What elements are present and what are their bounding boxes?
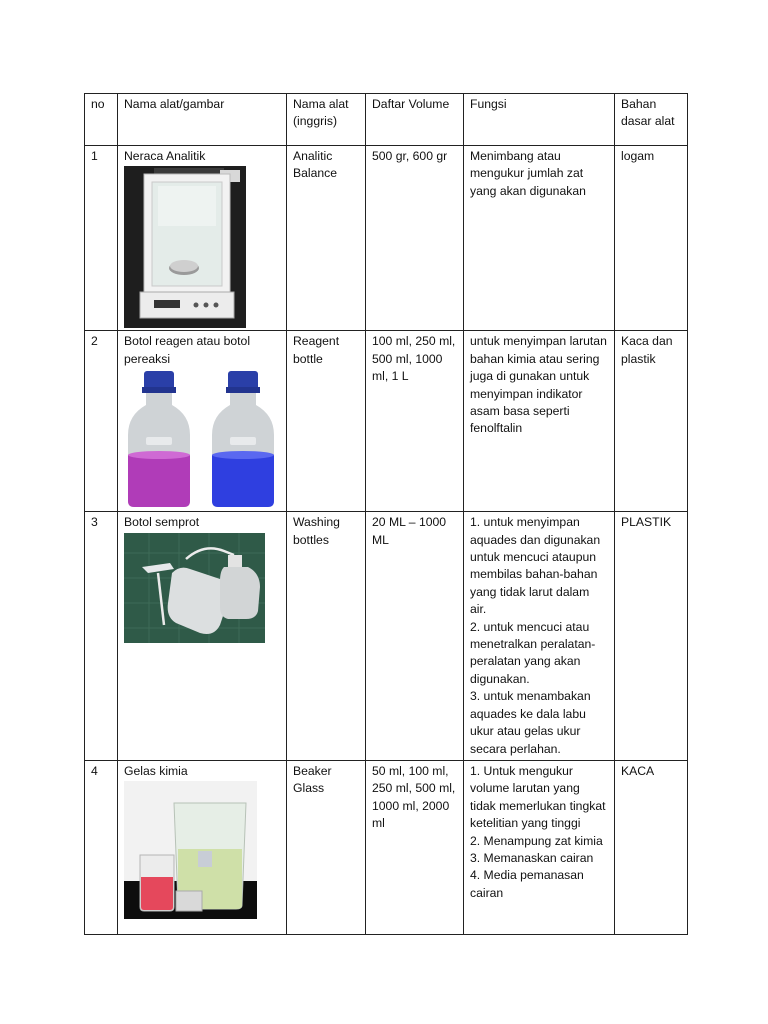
row-bahan: logam [615, 146, 688, 331]
table-row [85, 146, 688, 331]
row-english: Washing bottles [287, 512, 366, 761]
row-name: Botol semprot [124, 515, 200, 530]
row-no: 3 [85, 512, 118, 761]
analytical-balance-photo [124, 166, 246, 328]
header-row [85, 94, 688, 146]
fungsi-item: 1. Untuk mengukur volume larutan yang tidak memerlukan tingkat ketelitian yang tinggi [470, 763, 606, 831]
row-name-cell [118, 512, 287, 761]
row-volume: 100 ml, 250 ml, 500 ml, 1000 ml, 1 L [366, 331, 464, 512]
row-fungsi: Menimbang atau mengukur jumlah zat yang akan digunakan [464, 146, 615, 331]
row-name-cell [118, 331, 287, 512]
reagent-bottles-photo [124, 369, 286, 509]
row-english: Analitic Balance [287, 146, 366, 331]
washing-bottles-photo [124, 533, 265, 643]
row-english: Beaker Glass [287, 760, 366, 934]
table-row [85, 512, 688, 761]
row-name: Gelas kimia [124, 763, 188, 778]
fungsi-item: 3. Memanaskan cairan [470, 850, 594, 865]
row-name: Neraca Analitik [124, 149, 206, 163]
row-no: 1 [85, 146, 118, 331]
row-name: Botol reagen atau botol pereaksi [124, 334, 251, 366]
row-no: 2 [85, 331, 118, 512]
header-no: no [85, 94, 118, 146]
fungsi-item: 3. untuk menambakan aquades ke dala labu ukur atau gelas ukur secara perlahan. [470, 689, 591, 756]
row-fungsi-cell [464, 760, 615, 934]
row-volume: 500 gr, 600 gr [366, 146, 464, 331]
row-bahan: Kaca dan plastik [615, 331, 688, 512]
table-row [85, 760, 688, 934]
row-volume: 20 ML – 1000 ML [366, 512, 464, 761]
row-english: Reagent bottle [287, 331, 366, 512]
equipment-table [84, 93, 688, 935]
row-bahan: PLASTIK [615, 512, 688, 761]
fungsi-item: 4. Media pemanasan cairan [470, 868, 584, 900]
header-fungsi: Fungsi [464, 94, 615, 146]
table-row [85, 331, 688, 512]
header-nama-inggris: Nama alat (inggris) [287, 94, 366, 146]
row-bahan: KACA [615, 760, 688, 934]
row-fungsi-cell [464, 512, 615, 761]
header-nama-gambar: Nama alat/gambar [118, 94, 287, 146]
header-bahan: Bahan dasar alat [615, 94, 688, 146]
row-name-cell [118, 146, 287, 331]
beaker-glass-photo [124, 781, 257, 919]
row-fungsi: untuk menyimpan larutan bahan kimia atau sering juga di gunakan untuk menyimpan indikator asam basa seperti fenolftalin [464, 331, 615, 512]
fungsi-item: 1. untuk menyimpan aquades dan digunakan untuk mencuci ataupun membilas bahan-bahan yang tidak larut dalam air. [470, 515, 601, 617]
fungsi-item: 2. Menampung zat kimia [470, 833, 603, 848]
header-volume: Daftar Volume [366, 94, 464, 146]
row-no: 4 [85, 760, 118, 934]
fungsi-item: 2. untuk mencuci atau menetralkan peralatan-peralatan yang akan digunakan. [470, 619, 596, 686]
row-volume: 50 ml, 100 ml, 250 ml, 500 ml, 1000 ml, 2000 ml [366, 760, 464, 934]
row-name-cell [118, 760, 287, 934]
